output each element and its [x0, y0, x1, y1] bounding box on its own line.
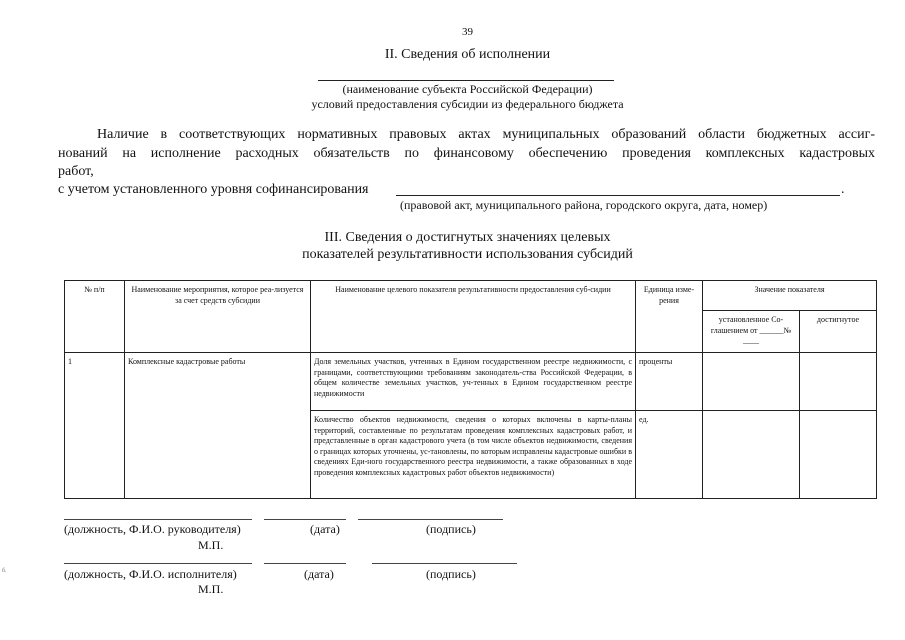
executor-date-line: [264, 563, 346, 564]
legal-act-caption: (правовой акт, муниципального района, городского округа, дата, номер): [400, 198, 768, 212]
row-unit: ед.: [636, 411, 703, 499]
row-established[interactable]: [703, 411, 800, 499]
indicators-table: [64, 280, 877, 499]
header-value: Значение показателя: [703, 281, 877, 311]
scan-edge-mark: б.: [2, 568, 7, 574]
paragraph-line-2: нований на исполнение расходных обязательств по финансовому обеспечению проведения комплексных кадастровых: [58, 146, 875, 161]
header-unit: Единица изме-рения: [636, 281, 703, 353]
header-event: Наименование мероприятия, которое реа-лизуется за счет средств субсидии: [125, 281, 311, 353]
paragraph-line-4: [58, 182, 369, 198]
head-stamp-label: М.П.: [198, 538, 224, 552]
section-3-title-line-1: III. Сведения о достигнутых значениях целевых: [324, 230, 611, 245]
header-achieved: достигнутое: [800, 311, 877, 353]
row-unit: проценты: [636, 353, 703, 411]
row-indicator: Доля земельных участков, учтенных в Едином государственном реестре недвижимости, с границами, соответствующими требованиям законодатель-ства Российской Федерации, в общем количестве земельных участков, уч-тенных в Едином государственном реестре недвижимости: [311, 353, 636, 411]
head-position-caption: (должность, Ф.И.О. руководителя): [64, 522, 241, 536]
legal-act-line: [396, 195, 840, 196]
table-row: [65, 353, 877, 411]
row-num: 1: [65, 353, 125, 499]
executor-signature-line: [372, 563, 517, 564]
head-date-caption: (дата): [310, 522, 340, 536]
head-date-line: [264, 519, 346, 520]
row-event: Комплексные кадастровые работы: [125, 353, 311, 499]
executor-position-line: [64, 563, 252, 564]
head-signature-caption: (подпись): [426, 522, 476, 536]
page-number: 39: [462, 26, 473, 38]
header-num: № п/п: [65, 281, 125, 353]
row-established[interactable]: [703, 353, 800, 411]
cofinancing-prefix: с учетом установленного уровня софинансирования: [58, 182, 369, 197]
paragraph-line-1: Наличие в соответствующих нормативных правовых актах муниципальных образований области бюджетных ассиг-: [97, 127, 875, 142]
section-2-title: II. Сведения об исполнении: [384, 47, 551, 62]
row-achieved[interactable]: [800, 353, 877, 411]
row-achieved[interactable]: [800, 411, 877, 499]
subject-caption: (наименование субъекта Российской Федерации): [342, 82, 593, 96]
header-established: установленное Со-глашением от ______№ ____: [703, 311, 800, 353]
executor-stamp-label: М.П.: [198, 582, 224, 596]
executor-date-caption: (дата): [304, 567, 334, 581]
head-signature-line: [358, 519, 503, 520]
section-2-subtitle: условий предоставления субсидии из федерального бюджета: [311, 97, 624, 111]
table-header-row: [65, 281, 877, 311]
executor-position-caption: (должность, Ф.И.О. исполнителя): [64, 567, 237, 581]
subject-name-line: [318, 80, 614, 81]
row-indicator: Количество объектов недвижимости, сведения о которых включены в карты-планы территорий, составленные по результатам проведения комплексных кадастровых работ, и представленные в орган кадастрового учета (в том числе объектов недвижимости, сведения о границах которых уточнены, ус-тановлены, по которым исправлены кадастровые ошибки в сведениях Еди-ного государственного реестра недвижимости, а также образованных в ходе проведения комплексных кадастровых работ объектов недвижимости): [311, 411, 636, 499]
paragraph-line-3: работ,: [58, 164, 94, 179]
section-3-title-line-2: показателей результативности использования субсидий: [302, 247, 633, 262]
head-position-line: [64, 519, 252, 520]
executor-signature-caption: (подпись): [426, 567, 476, 581]
header-indicator: Наименование целевого показателя результативности предоставления суб-сидии: [311, 281, 636, 353]
legal-act-period: .: [841, 182, 845, 197]
